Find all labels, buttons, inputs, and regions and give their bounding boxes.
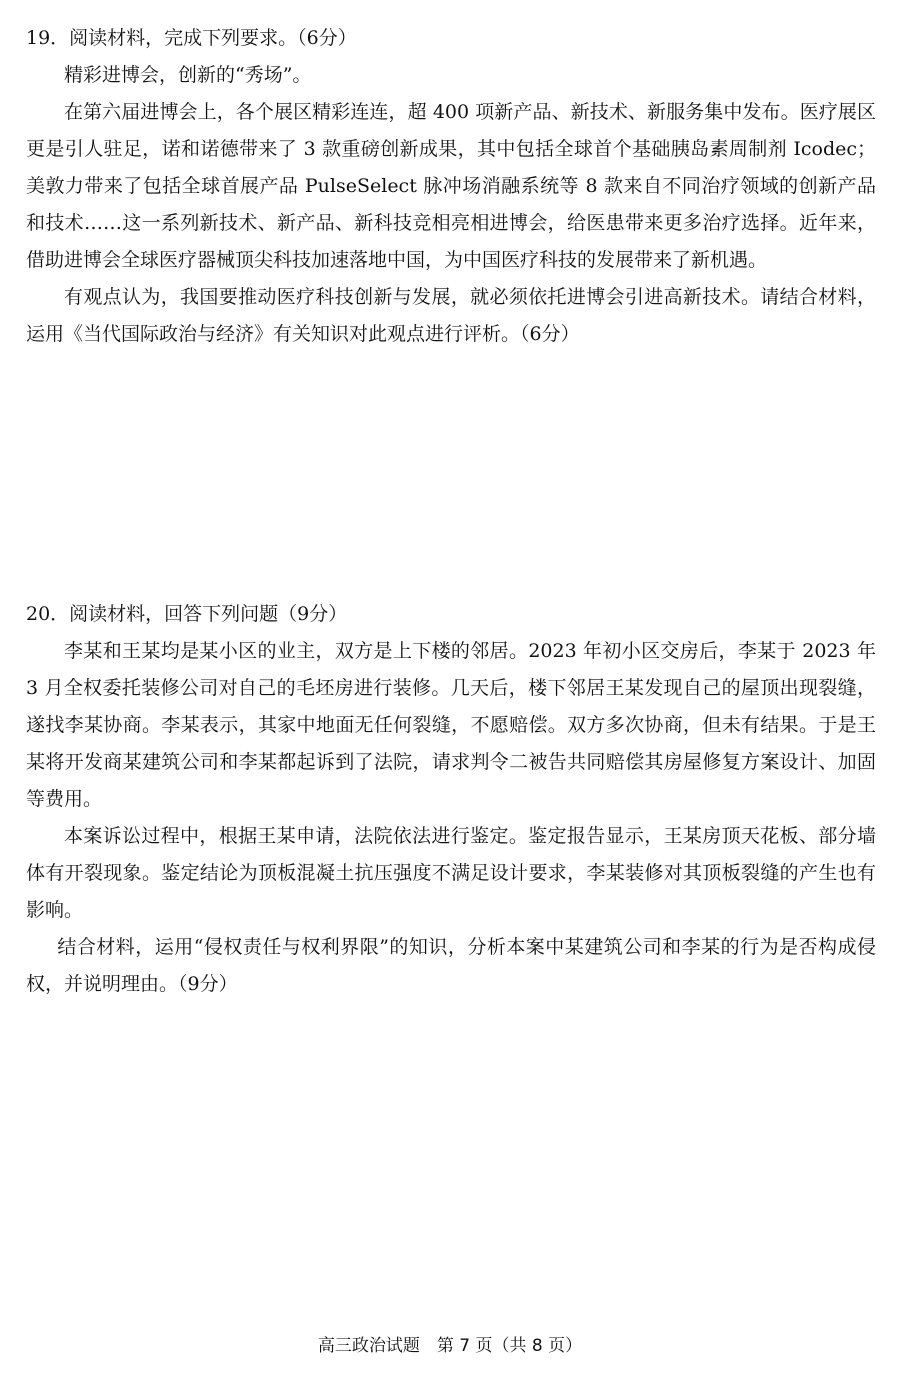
question-20-material-1: 李某和王某均是某小区的业主，双方是上下楼的邻居。2023 年初小区交房后，李某于 2023 年 3 月全权委托装修公司对自己的毛坯房进行装修。几天后，楼下邻居王某发现自己的屋顶出现裂缝，遂找李某协商。李某表示，其家中地面无任何裂缝，不愿赔偿。双方多次协商，但未有结果。于是王某将开发商某建筑公司和李某都起诉到了法院，请求判令二被告共同赔偿其房屋修复方案设计、加固等费用。: [26, 640, 876, 810]
question-19-material: 在第六届进博会上，各个展区精彩连连，超 400 项新产品、新技术、新服务集中发布。医疗展区更是引人驻足，诺和诺德带来了 3 款重磅创新成果，其中包括全球首个基础胰岛素周制剂 Icodec；美敦力带来了包括全球首展产品 PulseSelect 脉冲场消融系统等 8 款来自不同治疗领域的创新产品和技术……这一系列新技术、新产品、新科技竞相亮相进博会，给医患带来更多治疗选择。近年来，借助进博会全球医疗器械顶尖科技加速落地中国，为中国医疗科技的发展带来了新机遇。: [26, 101, 876, 271]
question-20-title: 20．阅读材料，回答下列问题（9分）: [26, 603, 348, 625]
question-19-prompt: 有观点认为，我国要推动医疗科技创新与发展，就必须依托进博会引进高新技术。请结合材料，运用《当代国际政治与经济》有关知识对此观点进行评析。（6分）: [26, 286, 876, 345]
question-20-material-2: 本案诉讼过程中，根据王某申请，法院依法进行鉴定。鉴定报告显示，王某房顶天花板、部分墙体有开裂现象。鉴定结论为顶板混凝土抗压强度不满足设计要求，李某装修对其顶板裂缝的产生也有影响。: [26, 825, 876, 921]
page-footer: 高三政治试题 第 7 页（共 8 页）: [317, 1336, 583, 1356]
question-20: [26, 596, 876, 1003]
question-19-topic-line: 精彩进博会，创新的“秀场”。: [64, 64, 312, 86]
question-19-title: 19．阅读材料，完成下列要求。（6分）: [26, 27, 357, 49]
question-19: [26, 20, 876, 353]
question-20-prompt: 结合材料，运用“侵权责任与权利界限”的知识，分析本案中某建筑公司和李某的行为是否构成侵权，并说明理由。（9分）: [26, 936, 876, 995]
